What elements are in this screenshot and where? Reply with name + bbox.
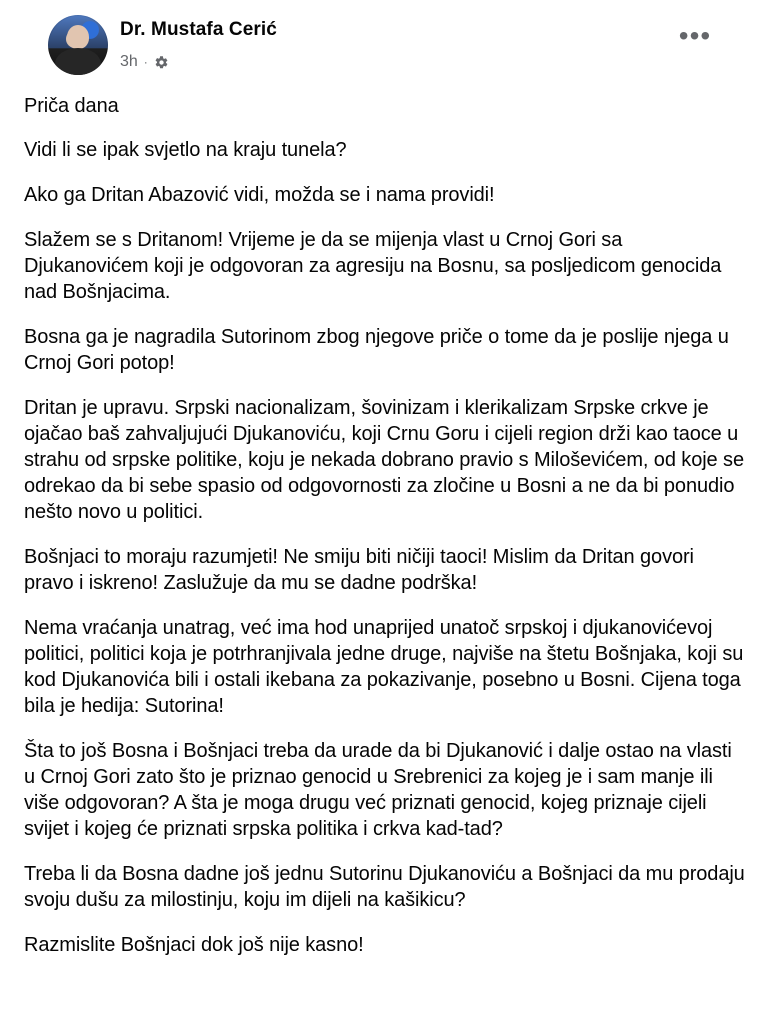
post-time[interactable]: 3h	[120, 53, 138, 70]
gear-icon-svg	[154, 55, 169, 70]
paragraph-9: Šta to još Bosna i Bošnjaci treba da urade da bi Djukanović i dalje ostao na vlasti u Crnoj Gori zato što je priznao genocid u Srebrenici za kojeg je i sam manje ili više odgovoran? A šta je moga drugu već priznati genocid, kojeg priznaje cijeli svijet i kojeg će priznati srpska politika i crkva kad-tad?	[24, 740, 732, 840]
author-name[interactable]: Dr. Mustafa Cerić	[120, 19, 277, 40]
more-options-button[interactable]	[678, 20, 712, 52]
paragraph-3: Ako ga Dritan Abazović vidi, možda se i nama providi!	[24, 184, 495, 206]
paragraph-10: Treba li da Bosna dadne još jednu Sutorinu Djukanoviću a Bošnjaci da mu prodaju svoju dušu za milostinju, koju im dijeli na kašikicu?	[24, 863, 745, 911]
meta-separator: ·	[143, 55, 148, 69]
paragraph-7: Bošnjaci to moraju razumjeti! Ne smiju biti ničiji taoci! Mislim da Dritan govori pravo i iskreno! Zaslužuje da mu se dadne podrška!	[24, 546, 694, 594]
paragraph-4: Slažem se s Dritanom! Vrijeme je da se mijenja vlast u Crnoj Gori sa Djukanovićem koji je odgovoran za agresiju na Bosnu, sa posljedicom genocida nad Bošnjacima.	[24, 229, 722, 303]
paragraph-6: Dritan je upravu. Srpski nacionalizam, šovinizam i klerikalizam Srpske crkve je ojačao baš zahvaljujući Djukanoviću, koji Crnu Goru i cijeli region drži kao taoce u strahu od srpske politike, koju je nekada dobrano pravio s Miloševićem, od koje se odrekao da bi sebe spasio od odgovornosti za zločine u Bosni a ne da bi ponudio nešto novo u politici.	[24, 397, 744, 523]
more-options-icon: •••	[678, 20, 712, 51]
paragraph-2: Vidi li se ipak svjetlo na kraju tunela?	[24, 139, 347, 161]
post-content	[24, 93, 746, 977]
paragraph-8: Nema vraćanja unatrag, već ima hod unaprijed unatoč srpskoj i djukanovićevoj politici, politici koja je potrhranjivala jedne druge, najviše na štetu Bošnjaka, koji su kod Djukanovića bili i ostali ikebana za pokazivanje, posebno u Bosni. Cijena toga bila je hedija: Sutorina!	[24, 617, 744, 717]
paragraph-11: Razmislite Bošnjaci dok još nije kasno!	[24, 934, 364, 956]
avatar[interactable]	[48, 15, 108, 75]
gear-icon[interactable]	[154, 55, 169, 70]
paragraph-1: Priča dana	[24, 95, 119, 117]
paragraph-5: Bosna ga je nagradila Sutorinom zbog njegove priče o tome da je poslije njega u Crnoj Gori potop!	[24, 326, 729, 374]
post-meta	[120, 53, 169, 71]
post-header	[24, 0, 746, 96]
